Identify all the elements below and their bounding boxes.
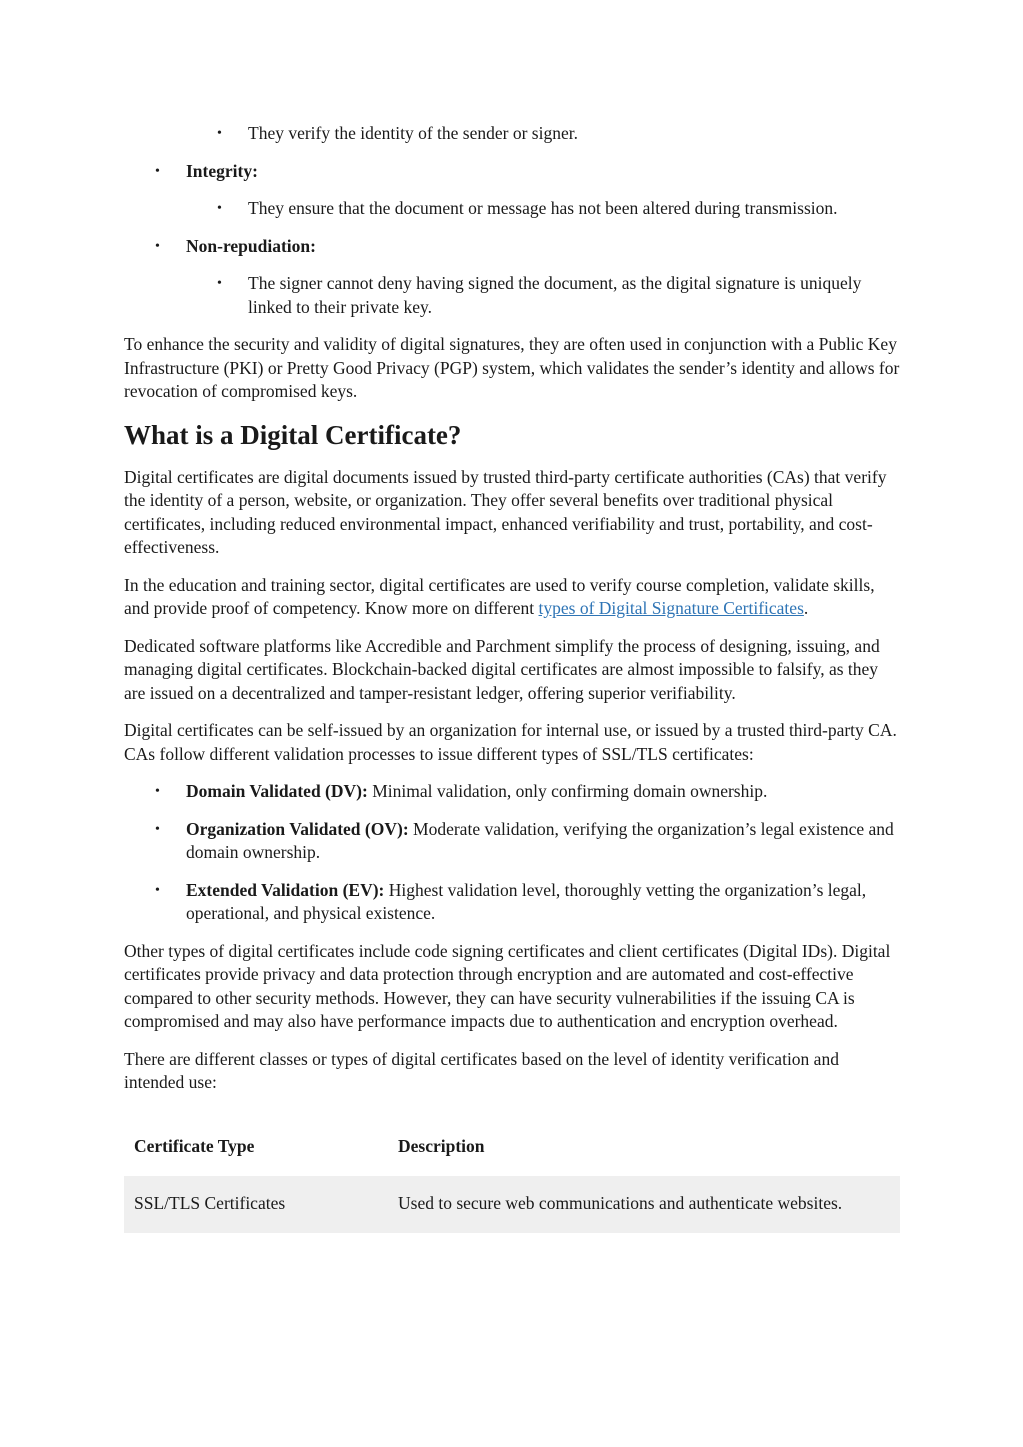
bullet-icon: •	[217, 126, 222, 141]
document-page	[124, 122, 900, 1233]
bullet-icon: •	[155, 163, 160, 179]
list-item	[124, 160, 900, 184]
list-item-text: Minimal validation, only confirming domain ownership.	[367, 781, 768, 801]
paragraph-text: In the education and training sector, digital certificates are used to verify course completion, validate skills, and provide proof of competency. Know more on different	[124, 574, 875, 618]
list-item-ev	[124, 879, 900, 926]
certificate-types-table	[124, 1119, 900, 1233]
list-item-text: Moderate validation, verifying the organization’s legal existence and domain ownership.	[186, 818, 894, 862]
table-header-cell: Certificate Type	[134, 1136, 255, 1157]
paragraph-platforms: Dedicated software platforms like Accredible and Parchment simplify the process of designing, issuing, and managing digital certificates. Blockchain-backed digital certificates are almost impossible to falsify, as they are issued on a decentralized and tamper-resistant ledger, offering superior verifiability.	[124, 635, 880, 703]
list-item-text: The signer cannot deny having signed the document, as the digital signature is uniquely linked to their private key.	[248, 273, 862, 317]
list-item	[124, 235, 900, 259]
paragraph-education	[124, 574, 900, 621]
list-item-label: Organization Validated (OV):	[186, 818, 409, 839]
list-item	[124, 197, 900, 221]
list-item-label: Non-repudiation:	[186, 235, 316, 256]
paragraph-intro: Digital certificates are digital documents issued by trusted third-party certificate authorities (CAs) that verify the identity of a person, website, or organization. They offer several benefits over traditional physical certificates, including reduced environmental impact, enhanced verifiability and trust, portability, and cost-effectiveness.	[124, 466, 887, 557]
table-cell: Used to secure web communications and authenticate websites.	[388, 1176, 900, 1233]
list-item-text: They verify the identity of the sender or signer.	[248, 123, 578, 143]
table-header-cell: Description	[398, 1136, 485, 1157]
list-item	[124, 272, 900, 319]
list-item-ov	[124, 818, 900, 865]
list-item-label: Extended Validation (EV):	[186, 879, 385, 900]
validation-list	[124, 780, 900, 926]
list-item-label: Domain Validated (DV):	[186, 781, 368, 801]
bullet-icon: •	[217, 201, 222, 216]
top-bullet-list	[124, 122, 900, 319]
list-item	[124, 122, 900, 146]
table-cell: SSL/TLS Certificates	[124, 1176, 388, 1233]
paragraph-self-issued: Digital certificates can be self-issued by an organization for internal use, or issued by a trusted third-party CA. CAs follow different validation processes to issue different types of SSL/TLS certificates:	[124, 720, 897, 764]
table-row	[124, 1176, 900, 1233]
dsc-types-link[interactable]: types of Digital Signature Certificates	[538, 598, 804, 618]
bullet-icon: •	[155, 238, 160, 254]
bullet-icon: •	[155, 882, 160, 898]
list-item-dv	[124, 780, 900, 804]
paragraph-classes: There are different classes or types of digital certificates based on the level of identity verification and intended use:	[124, 1048, 839, 1092]
paragraph-text: .	[803, 598, 809, 618]
paragraph-pki: To enhance the security and validity of digital signatures, they are often used in conjunction with a Public Key Infrastructure (PKI) or Pretty Good Privacy (PGP) system, which validates the sender’s identity and allows for revocation of compromised keys.	[124, 334, 900, 401]
bullet-icon: •	[155, 821, 160, 837]
bullet-icon: •	[155, 784, 160, 799]
paragraph-other-types: Other types of digital certificates include code signing certificates and client certificates (Digital IDs). Digital certificates provide privacy and data protection through encryption and are automated and cost-effective compared to other security methods. However, they can have security vulnerabilities if the issuing CA is compromised and may also have performance impacts due to authentication and encryption overhead.	[124, 940, 891, 1031]
bullet-icon: •	[217, 276, 222, 291]
list-item-text: They ensure that the document or message has not been altered during transmission.	[248, 198, 838, 218]
list-item-text: Highest validation level, thoroughly vetting the organization’s legal, operational, and physical existence.	[186, 879, 867, 923]
section-heading: What is a Digital Certificate?	[124, 419, 462, 450]
list-item-label: Integrity:	[186, 160, 258, 181]
table-header-row	[124, 1119, 900, 1176]
